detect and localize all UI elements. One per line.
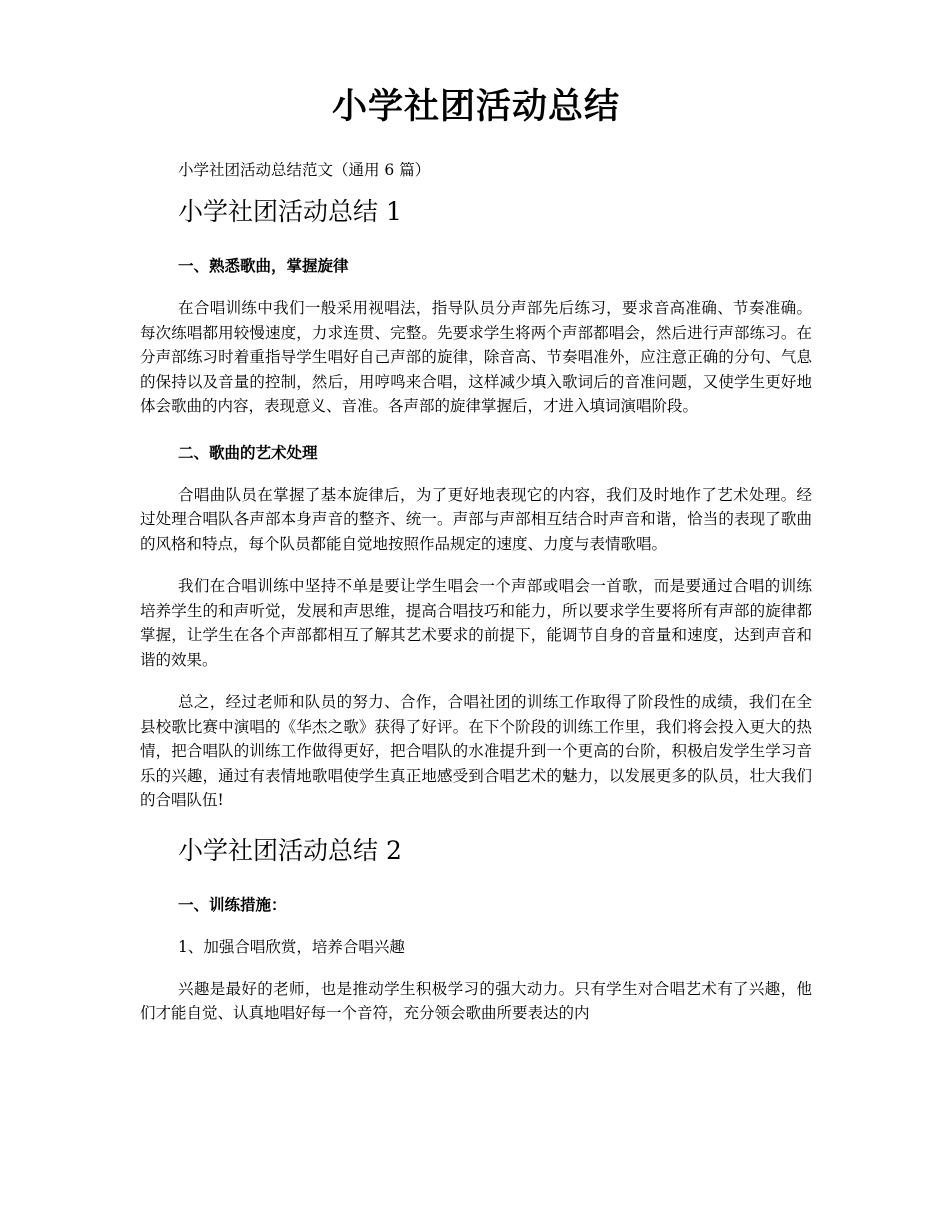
document-subtitle: 小学社团活动总结范文（通用 6 篇） <box>178 161 431 179</box>
section-1-paragraph-3: 我们在合唱训练中坚持不单是要让学生唱会一个声部或唱会一首歌，而是要通过合唱的训练培养学生的和声听觉，发展和声思维，提高合唱技巧和能力，所以要求学生要将所有声部的旋律都掌握，让学生在各个声部都相互了解其艺术要求的前提下，能调节自身的音量和速度，达到声音和谐的效果。 <box>140 577 812 669</box>
section-1-subheading-2: 二、歌曲的艺术处理 <box>178 442 318 462</box>
section-1 <box>140 192 812 813</box>
document-title: 小学社团活动总结 <box>331 86 620 127</box>
document-page <box>140 0 812 1026</box>
section-1-paragraph-1: 在合唱训练中我们一般采用视唱法，指导队员分声部先后练习，要求音高准确、节奏准确。每次练唱都用较慢速度，力求连贯、完整。先要求学生将两个声部都唱会，然后进行声部练习。在分声部练习时着重指导学生唱好自己声部的旋律，除音高、节奏唱准外，应注意正确的分句、气息的保持以及音量的控制，然后，用哼鸣来合唱，这样减少填入歌词后的音准问题，又使学生更好地体会歌曲的内容，表现意义、音准。各声部的旋律掌握后，才进入填词演唱阶段。 <box>140 299 812 415</box>
section-2-paragraph-1: 兴趣是最好的老师，也是推动学生积极学习的强大动力。只有学生对合唱艺术有了兴趣，他们才能自觉、认真地唱好每一个音符，充分领会歌曲所要表达的内 <box>140 979 812 1022</box>
section-1-paragraph-2: 合唱曲队员在掌握了基本旋律后，为了更好地表现它的内容，我们及时地作了艺术处理。经过处理合唱队各声部本身声音的整齐、统一。声部与声部相互结合时声音和谐，恰当的表现了歌曲的风格和特点，每个队员都能自觉地按照作品规定的速度、力度与表情歌唱。 <box>140 485 812 553</box>
section-2-subheading-1: 一、训练措施： <box>178 894 287 914</box>
section-1-paragraph-4: 总之，经过老师和队员的努力、合作，合唱社团的训练工作取得了阶段性的成绩，我们在全县校歌比赛中演唱的《华杰之歌》获得了好评。在下个阶段的训练工作里，我们将会投入更大的热情，把合唱队的训练工作做得更好，把合唱队的水准提升到一个更高的台阶，积极启发学生学习音乐的兴趣，通过有表情地歌唱使学生真正地感受到合唱艺术的魅力，以发展更多的队员，壮大我们的合唱队伍! <box>140 693 812 809</box>
section-2-heading: 小学社团活动总结 2 <box>178 835 402 865</box>
section-2 <box>140 831 812 1026</box>
section-1-heading: 小学社团活动总结 1 <box>178 197 402 226</box>
section-1-subheading-1: 一、熟悉歌曲，掌握旋律 <box>178 256 349 275</box>
section-2-list-item-1: 1、加强合唱欣赏，培养合唱兴趣 <box>178 937 405 956</box>
